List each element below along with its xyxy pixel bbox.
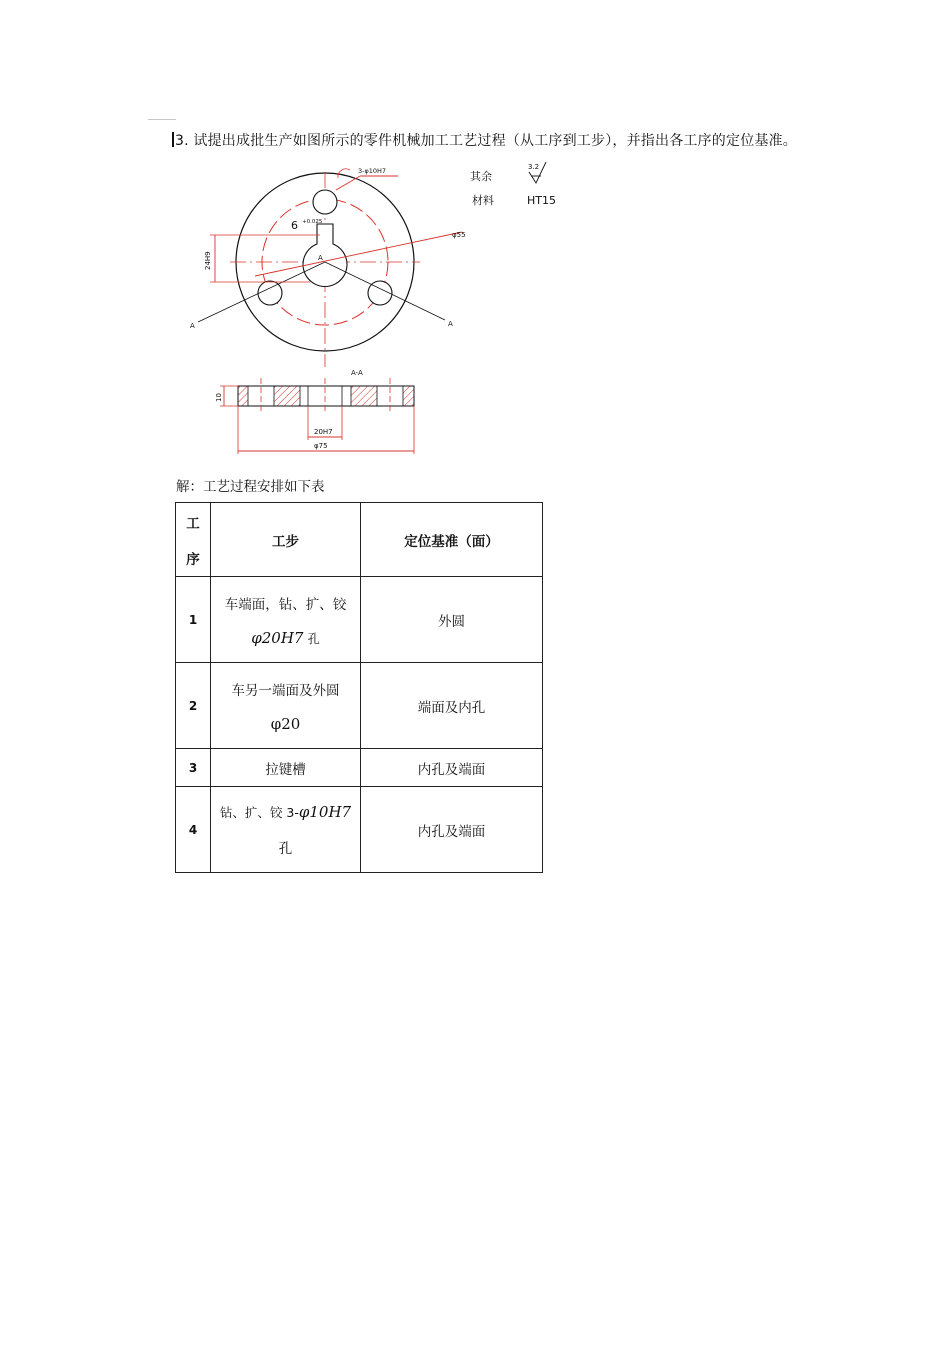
center-mark: A: [318, 254, 323, 262]
hatch-3: [351, 386, 377, 406]
table-header-row: [176, 503, 543, 577]
step-math: φ20: [270, 714, 301, 733]
step-line-1: 车端面，钻、扩、铰: [224, 596, 347, 613]
table-row: [176, 787, 543, 873]
center-bore-keyway: [303, 224, 347, 286]
question-text: [172, 130, 797, 150]
step-line-2: [211, 715, 360, 733]
row-step: [211, 577, 361, 663]
hole-note: 3-φ10H7: [358, 167, 387, 175]
step-math: φ10H7: [298, 802, 352, 821]
question-body: . 试提出成批生产如图所示的零件机械加工工艺过程（从工序到工步），并指出各工序的定位基准。: [184, 133, 798, 149]
seq-header-b: 序: [186, 551, 200, 568]
step-text: 钻、扩、铰 3-: [219, 804, 299, 820]
row-step: [211, 787, 361, 873]
row-datum: 端面及内孔: [361, 663, 543, 749]
step-line-1: 车另一端面及外圆: [231, 682, 340, 699]
question-number: 3: [175, 133, 185, 149]
material-label: 材料: [472, 194, 494, 207]
pitch-leader: [255, 232, 462, 276]
table-row: [176, 663, 543, 749]
step-line-2: [211, 629, 360, 647]
bore-label: 20H7: [314, 428, 333, 436]
hatch-4: [403, 386, 414, 406]
step-math: φ20H7: [251, 628, 304, 647]
text-cursor: [172, 132, 174, 147]
pitch-circle-label: φ55: [452, 231, 466, 239]
step-line-2: 孔: [278, 840, 293, 857]
step-header: 工步: [211, 503, 361, 577]
section-mark-left: A: [190, 322, 195, 330]
row-datum: 外圆: [361, 577, 543, 663]
table-row: [176, 577, 543, 663]
row-seq: 1: [176, 577, 211, 663]
roughness-label: 其余: [470, 170, 492, 183]
step-line-1: [211, 803, 360, 821]
top-rule: [148, 119, 176, 120]
row-step: 拉键槽: [211, 749, 361, 787]
keyway-depth: 24H9: [204, 251, 212, 270]
section-outline: [238, 386, 414, 406]
row-datum: 内孔及端面: [361, 787, 543, 873]
row-seq: 4: [176, 787, 211, 873]
od-label: φ75: [314, 442, 328, 450]
seq-header: [176, 503, 211, 577]
hatch-1: [238, 386, 248, 406]
thickness: 10: [215, 393, 223, 402]
row-datum: 内孔及端面: [361, 749, 543, 787]
seq-header-a: 工: [186, 515, 200, 532]
section-mark-right: A: [448, 320, 453, 328]
material-value: HT15: [527, 194, 556, 207]
keyway-width: 6: [291, 219, 298, 232]
section-line-left: [198, 262, 325, 322]
hole-top: [313, 190, 337, 214]
part-drawing: [170, 152, 590, 462]
row-step: [211, 663, 361, 749]
table-row: [176, 749, 543, 787]
section-title: A-A: [351, 369, 363, 377]
datum-header: 定位基准（面）: [361, 503, 543, 577]
section-line-right: [325, 262, 445, 320]
keyway-tol: +0.025: [302, 219, 323, 225]
answer-text: 解：工艺过程安排如下表: [176, 479, 325, 495]
hole-left: [258, 281, 282, 305]
hatch-2: [274, 386, 300, 406]
row-seq: 3: [176, 749, 211, 787]
roughness-value: 3.2: [528, 163, 540, 171]
hole-note-leader: [336, 176, 360, 190]
row-seq: 2: [176, 663, 211, 749]
step-suffix: 孔: [307, 631, 320, 646]
process-table: [175, 502, 543, 873]
